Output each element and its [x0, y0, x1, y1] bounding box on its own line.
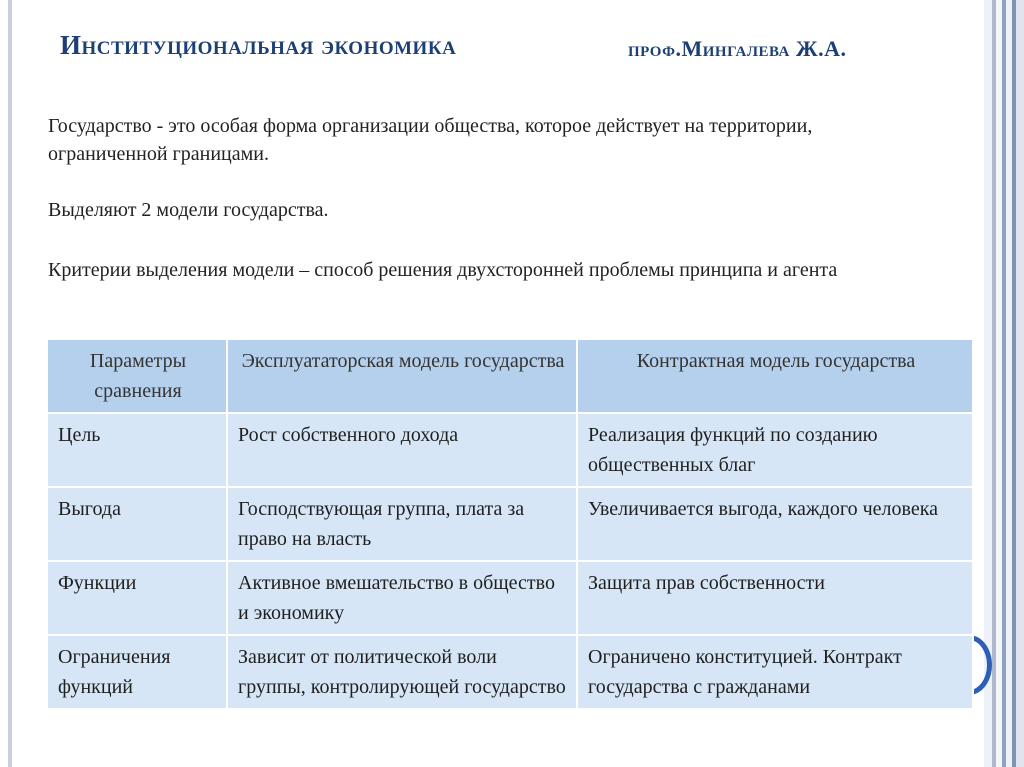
row-label: Цель	[47, 413, 227, 487]
table-row	[47, 487, 973, 561]
row-label: Ограничения функций	[47, 635, 227, 709]
table-row	[47, 635, 973, 709]
contract-cell: Увеличивается выгода, каждого человека	[577, 487, 973, 561]
exploitative-cell: Рост собственного дохода	[227, 413, 577, 487]
row-label: Выгода	[47, 487, 227, 561]
header-parameters: Параметры сравнения	[47, 339, 227, 413]
header-contract-model: Контрактная модель государства	[577, 339, 973, 413]
left-frame-line	[8, 0, 12, 767]
exploitative-cell: Господствующая группа, плата за право на власть	[227, 487, 577, 561]
contract-cell: Реализация функций по созданию общественных благ	[577, 413, 973, 487]
author-name: проф.Мингалева Ж.А.	[628, 36, 847, 61]
table-row	[47, 561, 973, 635]
slide-header	[60, 30, 940, 61]
exploitative-cell: Зависит от политической воли группы, контролирующей государство	[227, 635, 577, 709]
contract-cell: Ограничено конституцией. Контракт государства с гражданами	[577, 635, 973, 709]
table-row	[47, 413, 973, 487]
row-label: Функции	[47, 561, 227, 635]
definition-text: Государство - это особая форма организации общества, которое действует на территории, ограниченной границами.	[48, 115, 813, 165]
exploitative-cell: Активное вмешательство в общество и экономику	[227, 561, 577, 635]
comparison-table	[46, 338, 974, 710]
table-header-row	[47, 339, 973, 413]
models-note: Выделяют 2 модели государства.	[48, 199, 329, 221]
contract-cell: Защита прав собственности	[577, 561, 973, 635]
header-exploitative-model: Эксплуататорская модель государства	[227, 339, 577, 413]
course-title: Институциональная экономика	[60, 30, 457, 60]
criteria-text: Критерии выделения модели – способ решения двухсторонней проблемы принципа и агента	[48, 259, 838, 281]
